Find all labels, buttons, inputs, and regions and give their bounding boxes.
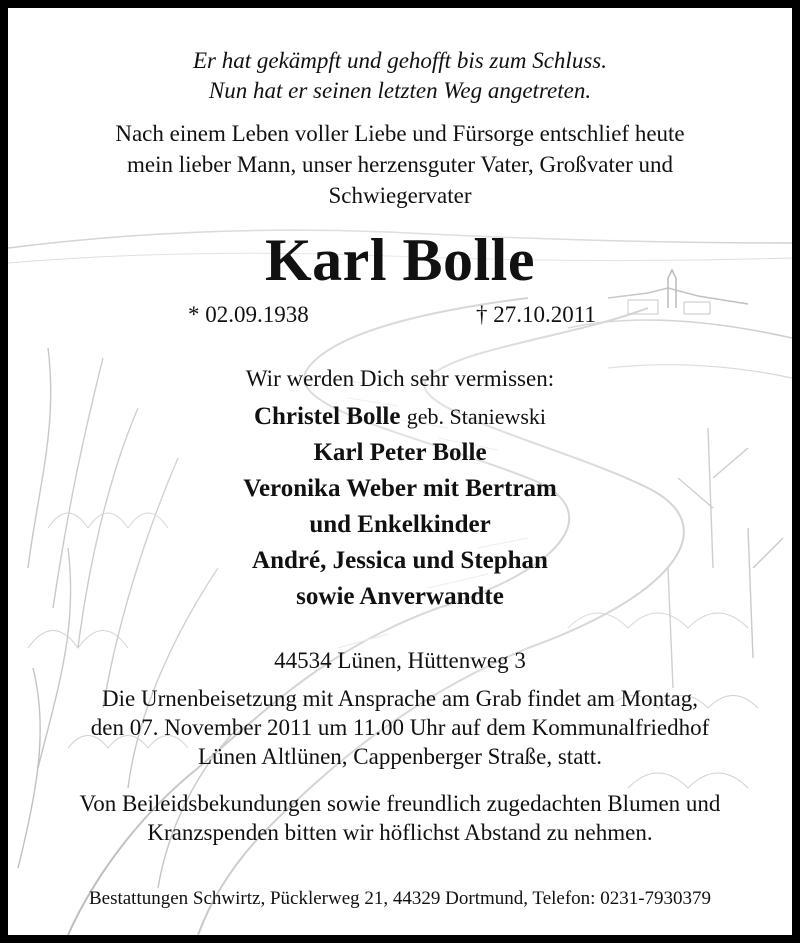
mourner-maiden-name: geb. Staniewski — [406, 404, 547, 429]
funeral-info-line-3: Lünen Altlünen, Cappenberger Straße, statt. — [198, 744, 602, 769]
funeral-info-line-1: Die Urnenbeisetzung mit Ansprache am Grab findet am Montag, — [102, 686, 698, 711]
motto-line-2: Nun hat er seinen letzten Weg angetreten. — [208, 78, 592, 103]
mourner-line-2: Karl Peter Bolle — [313, 439, 487, 466]
mourner-line-6: sowie Anverwandte — [296, 583, 504, 610]
mourner-line-4: und Enkelkinder — [309, 511, 491, 538]
family-address: 44534 Lünen, Hüttenweg 3 — [274, 648, 526, 673]
mourner-line-3: Veronika Weber mit Bertram — [243, 475, 557, 502]
intro-line-2: mein lieber Mann, unser herzensguter Vater, Großvater und — [127, 152, 673, 177]
mourner-name-1: Christel Bolle — [253, 403, 401, 430]
mourner-line-1 — [8, 403, 792, 431]
obituary-text — [8, 8, 792, 935]
funeral-info-line-2: den 07. November 2011 um 11.00 Uhr auf dem Kommunalfriedhof — [90, 715, 710, 740]
motto-line-1: Er hat gekämpft und gehofft bis zum Schluss. — [193, 48, 607, 73]
condolence-note-line-1: Von Beileidsbekundungen sowie freundlich zugedachten Blumen und — [79, 791, 721, 816]
mourning-intro: Wir werden Dich sehr vermissen: — [245, 366, 555, 391]
intro-line-1: Nach einem Leben voller Liebe und Fürsorge entschlief heute — [115, 121, 685, 146]
condolence-note-line-2: Kranzspenden bitten wir höflichst Abstand zu nehmen. — [147, 820, 653, 845]
deceased-name: Karl Bolle — [265, 227, 535, 293]
funeral-home-footer: Bestattungen Schwirtz, Pücklerweg 21, 44329 Dortmund, Telefon: 0231-7930379 — [88, 888, 712, 909]
mourner-line-5: André, Jessica und Stephan — [252, 547, 548, 574]
birth-date: * 02.09.1938 — [188, 302, 309, 327]
intro-line-3: Schwiegervater — [328, 183, 472, 208]
death-date: † 27.10.2011 — [476, 302, 596, 327]
